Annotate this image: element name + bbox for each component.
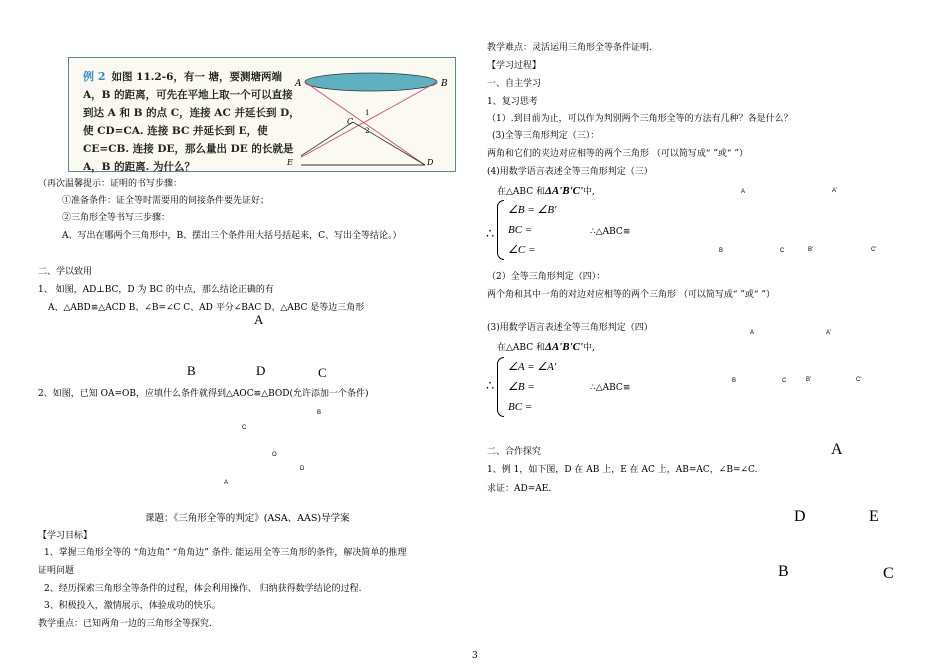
aas-therefore: ∴ — [486, 379, 495, 394]
goal-3: 3、积极投入，激情展示，体验成功的快乐。 — [44, 601, 221, 611]
tip-intro: （再次温馨提示：证明的书写步骤： — [38, 179, 183, 189]
q2-label-c: C — [242, 425, 247, 431]
aas-line-3: BC = — [508, 401, 533, 413]
asa-fig-b: B — [719, 248, 724, 254]
asa-line-3: ∠C = — [508, 244, 536, 256]
asa-in-clause — [497, 186, 595, 197]
fig-label-c: C — [347, 117, 354, 126]
aas-brace — [497, 357, 504, 417]
asa-fig-c-prime: C' — [871, 247, 877, 253]
question-1-options: A、△ABD≌△ACD B、∠B=∠C C、AD 平分∠BAC D、△ABC 是等边三角形 — [48, 303, 365, 313]
pond-diagram — [301, 62, 451, 172]
aas-fig-c-prime: C' — [856, 377, 862, 383]
asa-therefore: ∴ — [486, 227, 495, 242]
asa-line-2: BC = — [508, 224, 533, 236]
example-label: 例 2 — [83, 70, 106, 83]
tip-step-1: ①准备条件：证全等时需要用的间接条件要先证好； — [62, 196, 270, 206]
asa-in-text: 在△ABC 和 — [497, 187, 545, 197]
tip-step-3: A、写出在哪两个三角形中，B、摆出三个条件用大括号括起来，C、写出全等结论。） — [62, 231, 402, 241]
q2-label-o: O — [272, 452, 277, 458]
example-figure-box — [68, 57, 456, 172]
asa-in-tri: ΔA'B'C' — [544, 185, 584, 197]
asa-line-1: ∠B = ∠B' — [508, 204, 557, 216]
goal-2: 2、经历探索三角形全等条件的过程，体会利用操作、 归纳获得数学结论的过程. — [44, 584, 362, 594]
q1-label-c: C — [318, 365, 327, 380]
coop-fig-b: B — [778, 563, 789, 580]
review-question: （1）.到目前为止，可以作为判别两个三角形全等的方法有几种？各是什么？ — [487, 114, 793, 124]
q1-label-b: B — [187, 363, 196, 378]
goal-1: 1、掌握三角形全等的 “角边角” “角角边” 条件. 能运用全等三角形的条件，解决简单的推理 — [44, 548, 407, 558]
aas-in-clause — [497, 342, 595, 353]
aas-line-2: ∠B = — [508, 381, 535, 393]
q2-label-d: D — [300, 466, 305, 472]
q1-label-a: A — [254, 312, 264, 327]
coop-fig-c: C — [883, 565, 894, 582]
coop-heading: 二、合作探究 — [487, 447, 542, 457]
aas-in-tri: ΔA'B'C' — [544, 341, 584, 353]
section-apply: 二、学以致用 — [38, 267, 93, 277]
asa-fig-c: C — [780, 248, 785, 254]
page-number: 3 — [472, 651, 478, 661]
asa-title: (3)全等三角形判定（三）： — [492, 131, 600, 141]
question-2: 2、如图，已知 OA=OB，应填什么条件就得到△AOC≌△BOD(允许添加一个条件) — [38, 389, 369, 399]
asa-conclusion: ∴△ABC≌ — [590, 227, 631, 237]
aas-conclusion: ∴△ABC≌ — [590, 383, 631, 393]
asa-fig-a-prime: A' — [832, 188, 838, 194]
fig-label-b: B — [441, 79, 448, 89]
asa-fig-b-prime: B' — [808, 247, 814, 253]
fig-label-1: 1 — [365, 109, 370, 117]
process-header: 【学习过程】 — [487, 61, 542, 71]
question-1: 1、 如图，AD⊥BC，D 为 BC 的中点，那么结论正确的有 — [38, 285, 274, 295]
difficulty: 教学难点：灵活运用三角形全等条件证明. — [487, 43, 652, 53]
asa-in-end: 中, — [583, 187, 595, 197]
tip-step-2: ②三角形全等书写三步骤： — [62, 213, 171, 223]
example-text — [83, 68, 303, 176]
aas-line-1: ∠A = ∠A' — [508, 361, 557, 373]
course-title: 课题：《三角形全等的判定》(ASA、AAS)导学案 — [145, 513, 350, 524]
coop-fig-a: A — [831, 441, 843, 458]
aas-in-end: 中, — [583, 343, 595, 353]
self-study-heading: 一、自主学习 — [487, 79, 542, 89]
q2-label-b: B — [317, 410, 322, 416]
fig-label-d: D — [427, 158, 434, 167]
q2-label-a: A — [224, 480, 229, 486]
example-body: 如图 11.2-6，有一 塘，要测塘两端 A，B 的距离，可先在平地上取一个可以直接到达 A 和 B 的点 C，连接 AC 并延长到 D，使 CD=CA. 连接 BC 并延长到 E，使 CE=CB. 连接 DE，那么量出 DE 的长就是 A，B 的距离. 为什么？ — [83, 71, 300, 173]
aas-fig-a-prime: A' — [826, 330, 832, 336]
aas-fig-b: B — [732, 378, 737, 384]
aas-math-intro: (3)用数学语言表述全等三角形判定（四） — [487, 323, 653, 333]
q1-label-d: D — [256, 363, 266, 378]
aas-fig-b-prime: B' — [806, 377, 812, 383]
review-heading: 1、复习思考 — [487, 97, 538, 107]
fig-label-2: 2 — [365, 127, 370, 135]
fig-label-e: E — [287, 158, 293, 167]
goals-header: 【学习目标】 — [38, 531, 93, 541]
asa-description: 两角和它们的夹边对应相等的两个三角形 （可以简写成“ ”或“ ”） — [487, 149, 748, 159]
coop-fig-d: D — [794, 508, 806, 525]
aas-in-text: 在△ABC 和 — [497, 343, 545, 353]
key-point: 教学重点：已知两角一边的三角形全等探究. — [38, 619, 212, 629]
aas-fig-c: C — [782, 378, 787, 384]
coop-fig-e: E — [869, 508, 879, 525]
asa-math-intro: (4)用数学语言表述全等三角形判定（三） — [487, 167, 653, 177]
aas-fig-a: A — [750, 330, 755, 336]
asa-fig-a: A — [741, 189, 746, 195]
aas-description: 两个角和其中一角的对边对应相等的两个三角形 （可以简写成“ ”或“ ”） — [487, 290, 775, 300]
coop-prove: 求证：AD=AE. — [487, 484, 552, 494]
asa-brace — [497, 200, 504, 260]
goal-1-cont: 证明问题 — [38, 566, 75, 576]
aas-title: （2）全等三角形判定（四）： — [487, 272, 606, 282]
coop-question: 1、例 1，如下图，D 在 AB 上，E 在 AC 上，AB=AC，∠B=∠C. — [487, 465, 758, 475]
fig-label-a: A — [295, 79, 302, 89]
